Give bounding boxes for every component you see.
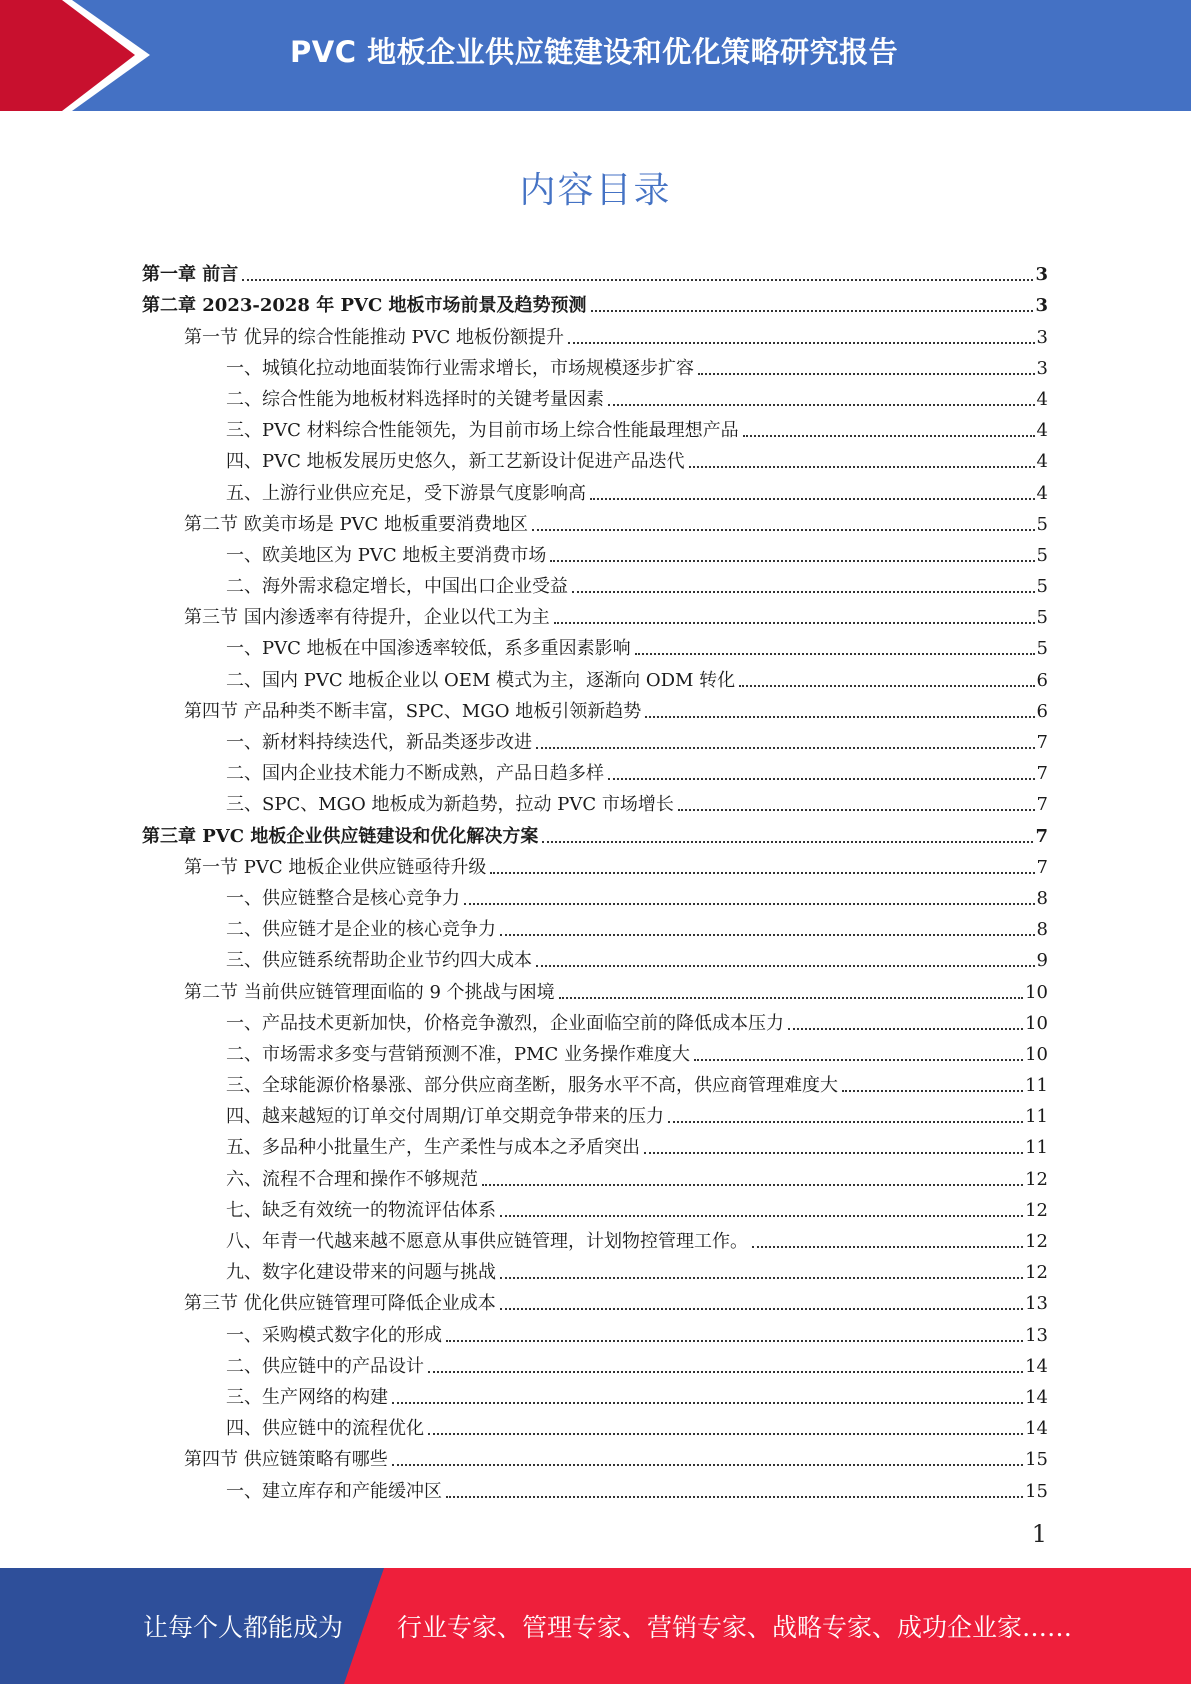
toc-entry-page: 3 (1035, 295, 1048, 317)
toc-entry-title: 第三章 PVC 地板企业供应链建设和优化解决方案 (142, 825, 539, 847)
toc-entry-page: 10 (1025, 981, 1048, 1003)
toc-entry-title: 第二章 2023-2028 年 PVC 地板市场前景及趋势预测 (142, 295, 587, 317)
dot-leader (536, 747, 1035, 749)
toc-entry-page: 7 (1036, 856, 1048, 878)
toc-entry-title: 九、数字化建设带来的问题与挑战 (226, 1262, 496, 1284)
dot-leader (644, 1152, 1023, 1154)
toc-entry-title: 第一章 前言 (142, 264, 239, 286)
dot-leader (568, 342, 1035, 344)
toc-entry-page: 14 (1025, 1355, 1048, 1377)
toc-entry[interactable] (142, 505, 1048, 536)
toc-entry-page: 3 (1036, 357, 1048, 379)
toc-entry[interactable] (142, 848, 1048, 879)
dot-leader (572, 591, 1035, 593)
dot-leader (645, 716, 1034, 718)
toc-entry-page: 5 (1036, 638, 1048, 660)
toc-entry-title: 二、市场需求多变与营销预测不准，PMC 业务操作难度大 (226, 1043, 691, 1065)
toc-entry-title: 一、新材料持续迭代，新品类逐步改进 (226, 732, 532, 753)
toc-entry-page: 12 (1025, 1199, 1048, 1221)
toc-entry[interactable] (142, 1471, 1048, 1502)
dot-leader (500, 1308, 1023, 1310)
dot-leader (500, 934, 1035, 936)
dot-leader (743, 435, 1035, 437)
toc-entry-page: 7 (1036, 763, 1048, 785)
dot-leader (554, 622, 1035, 624)
toc-entry-page: 4 (1036, 482, 1048, 504)
toc-entry-page: 12 (1025, 1168, 1048, 1190)
toc-entry[interactable] (142, 536, 1048, 567)
toc-entry-title: 第一节 PVC 地板企业供应链亟待升级 (184, 856, 487, 878)
dot-leader (842, 1090, 1023, 1092)
dot-leader (550, 560, 1034, 562)
toc-entry[interactable] (142, 1035, 1048, 1066)
dot-leader (788, 1028, 1023, 1030)
toc-entry-title: 二、海外需求稳定增长，中国出口企业受益 (226, 576, 568, 598)
toc-entry-page: 12 (1025, 1231, 1048, 1252)
toc-entry-title: 三、全球能源价格暴涨、部分供应商垄断，服务水平不高，供应商管理难度大 (226, 1075, 838, 1097)
dot-leader (500, 1215, 1023, 1217)
toc-entry-title: 二、国内 PVC 地板企业以 OEM 模式为主，逐渐向 ODM 转化 (226, 669, 736, 691)
toc-entry[interactable] (142, 598, 1048, 629)
dot-leader (608, 778, 1035, 780)
toc-entry-page: 8 (1036, 887, 1048, 909)
toc-entry[interactable] (142, 1159, 1048, 1190)
dot-leader (678, 809, 1035, 811)
toc-entry-page: 15 (1025, 1449, 1048, 1471)
toc-entry-page: 7 (1036, 732, 1048, 753)
footer-slogan-right: 行业专家、管理专家、营销专家、战略专家、成功企业家…… (397, 1613, 1073, 1642)
toc-entry[interactable] (142, 754, 1048, 785)
toc-entry-page: 7 (1036, 794, 1048, 816)
toc-entry-page: 3 (1036, 326, 1048, 348)
toc-entry-page: 5 (1036, 513, 1048, 535)
toc-entry[interactable] (142, 1066, 1048, 1097)
dot-leader (608, 404, 1035, 406)
dot-leader (752, 1246, 1023, 1248)
toc-entry-title: 一、建立库存和产能缓冲区 (226, 1480, 442, 1502)
dot-leader (428, 1433, 1023, 1435)
toc-entry-title: 三、生产网络的构建 (226, 1386, 388, 1408)
toc-entry-page: 14 (1025, 1418, 1048, 1440)
toc-entry-page: 6 (1036, 669, 1048, 691)
toc-entry[interactable] (142, 1222, 1048, 1253)
toc-entry-title: 二、国内企业技术能力不断成熟，产品日趋多样 (226, 763, 604, 785)
toc-entry[interactable] (142, 910, 1048, 941)
toc-entry-page: 10 (1025, 1012, 1048, 1034)
toc-entry-title: 三、SPC、MGO 地板成为新趋势，拉动 PVC 市场增长 (226, 794, 674, 816)
dot-leader (392, 1464, 1023, 1466)
dot-leader (698, 373, 1035, 375)
toc-entry-page: 15 (1025, 1480, 1048, 1502)
toc-entry-page: 11 (1025, 1137, 1048, 1159)
toc-entry-page: 13 (1025, 1324, 1048, 1346)
toc-entry[interactable] (142, 692, 1048, 723)
dot-leader (591, 310, 1034, 312)
toc-entry-page: 6 (1036, 700, 1048, 722)
toc-entry-page: 13 (1025, 1293, 1048, 1315)
toc-entry-page: 4 (1036, 420, 1048, 442)
toc-entry-page: 5 (1036, 576, 1048, 598)
toc-entry-page: 3 (1035, 264, 1048, 286)
toc-entry[interactable] (142, 473, 1048, 504)
toc-entry[interactable] (142, 286, 1048, 317)
toc-entry-page: 11 (1025, 1106, 1048, 1128)
toc-heading: 内容目录 (519, 170, 672, 211)
toc-entry-title: 一、采购模式数字化的形成 (226, 1324, 442, 1346)
toc-entry[interactable] (142, 1097, 1048, 1128)
toc-entry-title: 一、产品技术更新加快，价格竞争激烈，企业面临空前的降低成本压力 (226, 1012, 784, 1034)
toc-entry[interactable] (142, 442, 1048, 473)
page-number: 1 (1031, 1520, 1047, 1548)
dot-leader (490, 872, 1034, 874)
footer-banner (0, 1568, 1191, 1684)
toc-entry-title: 四、供应链中的流程优化 (226, 1418, 424, 1440)
dot-leader (689, 466, 1035, 468)
toc-entry-title: 四、越来越短的订单交付周期/订单交期竞争带来的压力 (226, 1106, 665, 1128)
toc-entry-title: 第二节 当前供应链管理面临的 9 个挑战与困境 (184, 981, 555, 1003)
toc-entry-page: 5 (1036, 544, 1048, 566)
toc-entry[interactable] (142, 816, 1048, 847)
toc-entry-title: 二、供应链中的产品设计 (226, 1355, 424, 1377)
toc-entry-title: 四、PVC 地板发展历史悠久，新工艺新设计促进产品迭代 (226, 451, 685, 473)
dot-leader (536, 965, 1035, 967)
toc-entry-title: 第二节 欧美市场是 PVC 地板重要消费地区 (184, 513, 529, 535)
toc-entry-title: 一、PVC 地板在中国渗透率较低，系多重因素影响 (226, 638, 631, 660)
toc-entry[interactable] (142, 349, 1048, 380)
dot-leader (464, 903, 1035, 905)
toc-entry-page: 4 (1036, 451, 1048, 473)
toc-entry[interactable] (142, 1440, 1048, 1471)
toc-entry-title: 第一节 优异的综合性能推动 PVC 地板份额提升 (184, 326, 565, 348)
dot-leader (242, 279, 1033, 281)
dot-leader (739, 685, 1034, 687)
toc-entry[interactable] (142, 1378, 1048, 1409)
toc-entry-title: 六、流程不合理和操作不够规范 (226, 1168, 478, 1190)
dot-leader (446, 1496, 1023, 1498)
toc-entry[interactable] (142, 411, 1048, 442)
toc-entry[interactable] (142, 660, 1048, 691)
dot-leader (392, 1402, 1023, 1404)
toc-entry-title: 第四节 产品种类不断丰富，SPC、MGO 地板引领新趋势 (184, 700, 642, 722)
toc-entry-title: 五、上游行业供应充足，受下游景气度影响高 (226, 482, 586, 504)
toc-entry-title: 第三节 优化供应链管理可降低企业成本 (184, 1293, 496, 1315)
toc-entry-page: 8 (1036, 919, 1048, 941)
toc-entry[interactable] (142, 1315, 1048, 1346)
dot-leader (542, 841, 1033, 843)
toc-entry-title: 二、供应链才是企业的核心竞争力 (226, 919, 496, 941)
toc-entry[interactable] (142, 1004, 1048, 1035)
toc-entry[interactable] (142, 1347, 1048, 1378)
toc-entry[interactable] (142, 380, 1048, 411)
toc-entry[interactable] (142, 723, 1048, 754)
toc-entry[interactable] (142, 1128, 1048, 1159)
dot-leader (532, 529, 1035, 531)
toc-entry[interactable] (142, 941, 1048, 972)
toc-entry[interactable] (142, 1409, 1048, 1440)
header-banner (0, 0, 1191, 111)
document-title: PVC 地板企业供应链建设和优化策略研究报告 (290, 34, 899, 69)
toc-entry-title: 三、供应链系统帮助企业节约四大成本 (226, 950, 532, 972)
toc-entry-page: 7 (1035, 825, 1048, 847)
toc-entry[interactable] (142, 785, 1048, 816)
toc-entry[interactable] (142, 255, 1048, 286)
dot-leader (446, 1340, 1023, 1342)
toc-entry-title: 第三节 国内渗透率有待提升，企业以代工为主 (184, 607, 550, 629)
toc-entry[interactable] (142, 1191, 1048, 1222)
dot-leader (668, 1121, 1023, 1123)
toc-entry-title: 一、城镇化拉动地面装饰行业需求增长，市场规模逐步扩容 (226, 357, 694, 379)
table-of-contents (142, 255, 1048, 1503)
toc-entry-title: 三、PVC 材料综合性能领先，为目前市场上综合性能最理想产品 (226, 420, 739, 442)
toc-entry[interactable] (142, 567, 1048, 598)
toc-entry-title: 第四节 供应链策略有哪些 (184, 1449, 388, 1471)
dot-leader (482, 1184, 1023, 1186)
toc-entry[interactable] (142, 1284, 1048, 1315)
toc-entry-page: 10 (1025, 1043, 1048, 1065)
toc-entry-title: 一、欧美地区为 PVC 地板主要消费市场 (226, 544, 547, 566)
dot-leader (500, 1277, 1023, 1279)
footer-slogan-left: 让每个人都能成为 (143, 1613, 344, 1642)
toc-entry-title: 七、缺乏有效统一的物流评估体系 (226, 1199, 496, 1221)
dot-leader (635, 653, 1035, 655)
dot-leader (559, 997, 1023, 999)
toc-entry[interactable] (142, 317, 1048, 348)
toc-entry-page: 5 (1036, 607, 1048, 629)
toc-entry-page: 12 (1025, 1262, 1048, 1284)
dot-leader (694, 1059, 1023, 1061)
toc-entry-title: 五、多品种小批量生产，生产柔性与成本之矛盾突出 (226, 1137, 640, 1159)
toc-entry[interactable] (142, 972, 1048, 1003)
toc-entry-title: 八、年青一代越来越不愿意从事供应链管理，计划物控管理工作。 (226, 1231, 748, 1252)
toc-entry-page: 9 (1036, 950, 1048, 972)
toc-entry-title: 一、供应链整合是核心竞争力 (226, 887, 460, 909)
dot-leader (590, 498, 1035, 500)
toc-entry-page: 14 (1025, 1386, 1048, 1408)
dot-leader (428, 1371, 1023, 1373)
toc-entry[interactable] (142, 1253, 1048, 1284)
toc-entry[interactable] (142, 629, 1048, 660)
toc-entry[interactable] (142, 879, 1048, 910)
toc-entry-title: 二、综合性能为地板材料选择时的关键考量因素 (226, 388, 604, 410)
chevron-arrow-icon (0, 0, 160, 111)
toc-entry-page: 4 (1036, 388, 1048, 410)
toc-entry-page: 11 (1025, 1075, 1048, 1097)
